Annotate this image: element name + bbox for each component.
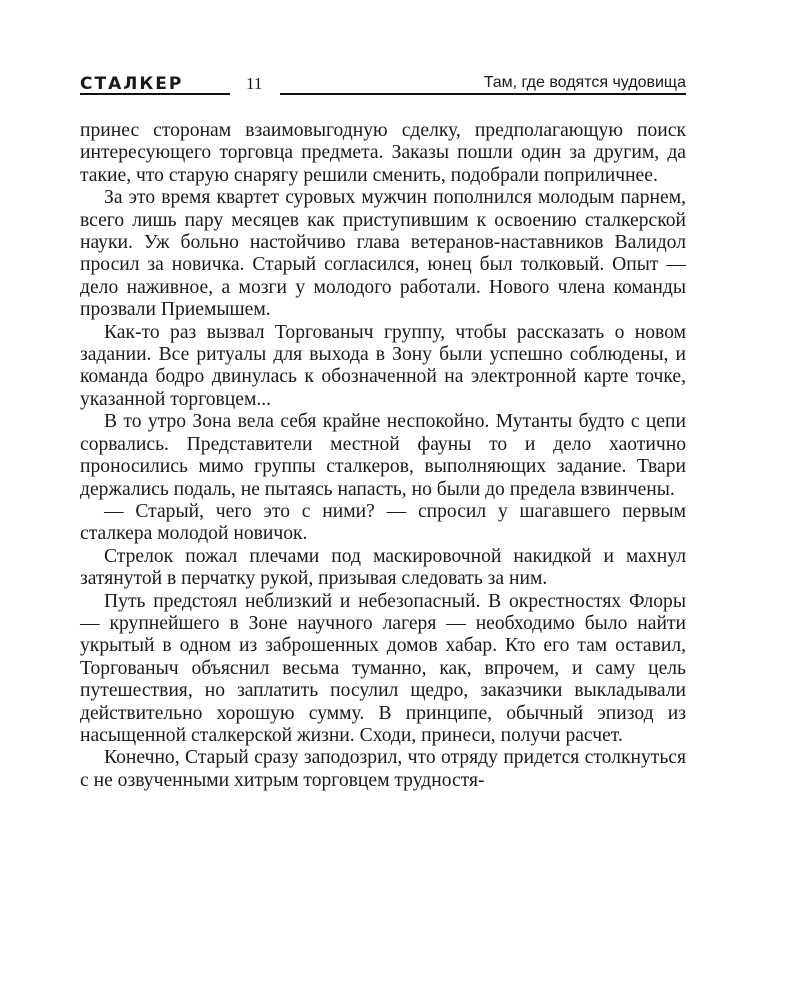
dialogue-paragraph: — Старый, чего это с ними? — спросил у шагавшего первым сталкера молодой новичок. <box>80 500 686 545</box>
paragraph: Путь предстоял неблизкий и небезопасный. В окрестностях Флоры — крупнейшего в Зоне научного лагеря — необходимо было найти укрытый в одном из заброшенных домов хабар. Кто его там оставил, Торгованыч объяснил весьма туманно, как, впрочем, и саму цель путешествия, но заплатить посулил щедро, заказчики выкладывали действительно хорошую сумму. В принципе, обычный эпизод из насыщенной сталкерской жизни. Сходи, принеси, получи расчет. <box>80 590 686 746</box>
text-body <box>80 120 686 792</box>
paragraph-last: Конечно, Старый сразу заподозрил, что отряду придется столкнуться с не озвученными хитрым торговцем трудностя- <box>80 747 686 791</box>
paragraph-continued: принес сторонам взаимовыгодную сделку, предполагающую поиск интересующего торговца предмета. Заказы пошли один за другим, да такие, что старую снарягу решили сменить, подобрали поприличнее. <box>80 120 686 186</box>
paragraph: За это время квартет суровых мужчин пополнился молодым парнем, всего лишь пару месяцев как приступившим к освоению сталкерской науки. Уж больно настойчиво глава ветеранов-наставников Валидол просил за новичка. Старый согласился, юнец был толковый. Опыт — дело наживное, а мозги у молодого работали. Нового члена команды прозвали Приемышем. <box>80 187 686 321</box>
header-rule-right <box>280 93 686 95</box>
paragraph: Как-то раз вызвал Торгованыч группу, чтобы рассказать о новом задании. Все ритуалы для выхода в Зону были успешно соблюдены, и команда бодро двинулась к обозначенной на электронной карте точке, указанной торговцем... <box>80 321 686 410</box>
book-title: Там, где водятся чудовища <box>478 73 686 93</box>
paragraph: Стрелок пожал плечами под маскировочной накидкой и махнул затянутой в перчатку рукой, призывая следовать за ним. <box>80 545 686 590</box>
series-title: СТАЛКЕР <box>80 74 184 94</box>
paragraph: В то утро Зона вела себя крайне неспокойно. Мутанты будто с цепи сорвались. Представители местной фауны то и дело хаотично проносились мимо группы сталкеров, выполняющих задание. Твари держались подаль, не пытаясь напасть, но были до предела взвинчены. <box>80 411 686 500</box>
running-header <box>80 73 686 97</box>
page-number: 11 <box>246 74 263 93</box>
